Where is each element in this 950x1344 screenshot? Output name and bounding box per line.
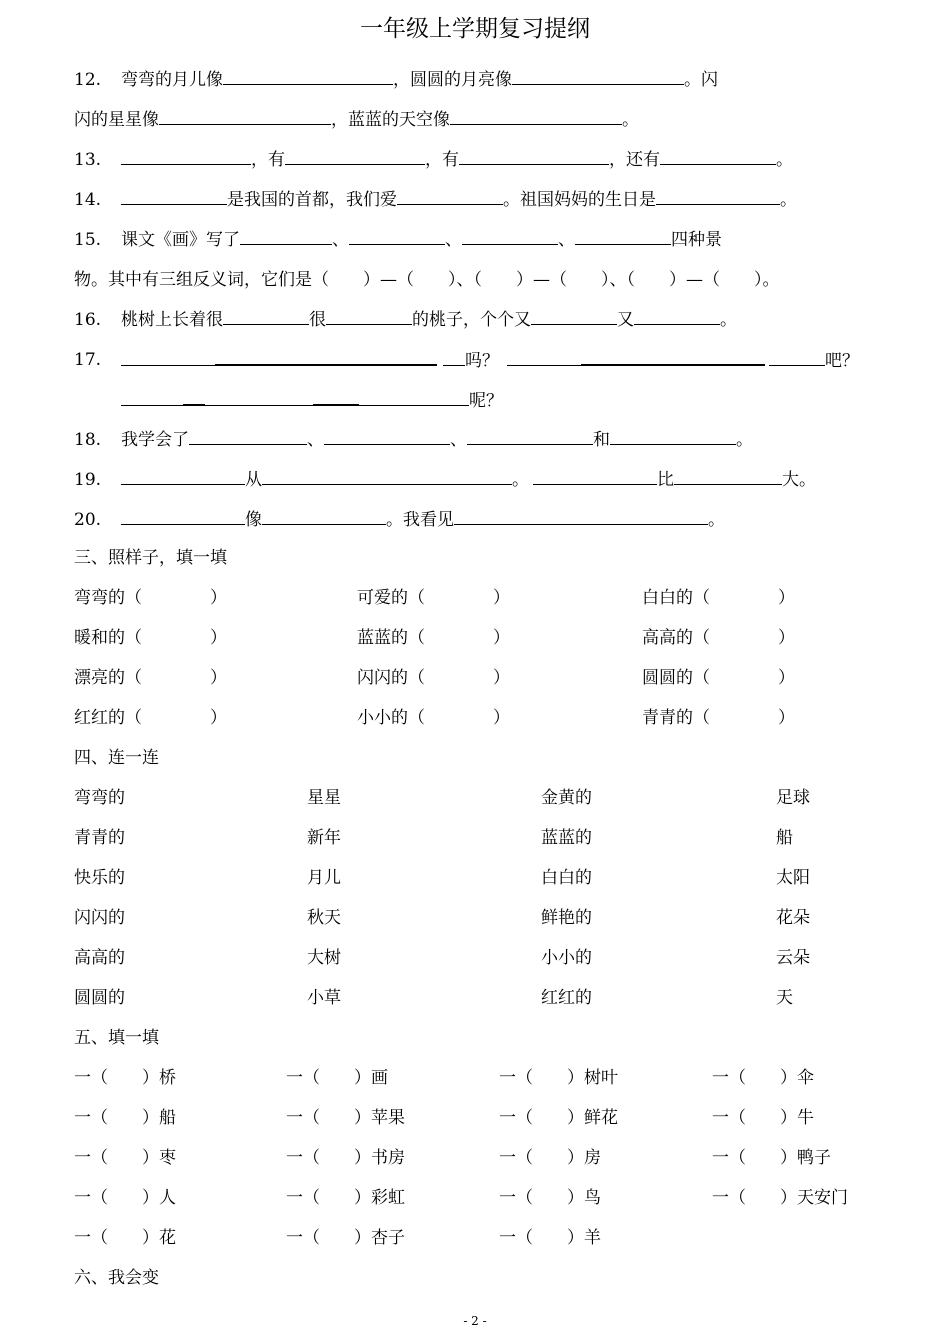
blank[interactable] [674, 470, 782, 485]
blank[interactable] [450, 110, 622, 125]
question-20-line: 像 。我看见 。 [121, 510, 725, 530]
section-6-heading: 六、我会变 [74, 1268, 159, 1288]
blank[interactable] [443, 351, 465, 366]
measure-word-item: 一（ ）船 [74, 1108, 176, 1128]
question-17-line2: 呢？ [121, 390, 503, 411]
match-word[interactable]: 快乐的 [74, 868, 125, 888]
measure-word-item: 一（ ）鸟 [499, 1188, 601, 1208]
page-title: 一年级上学期复习提纲 [360, 16, 590, 42]
question-15-number: 15. [74, 230, 102, 250]
match-word[interactable]: 月儿 [307, 868, 341, 888]
fill-item: 暖和的（ ） [74, 628, 227, 648]
blank[interactable] [121, 391, 183, 406]
measure-word-item: 一（ ）画 [286, 1068, 388, 1088]
match-word[interactable]: 金黄的 [541, 788, 592, 808]
match-word[interactable]: 红红的 [541, 988, 592, 1008]
match-word[interactable]: 大树 [307, 948, 341, 968]
blank[interactable] [121, 510, 245, 525]
fill-item: 红红的（ ） [74, 708, 227, 728]
blank[interactable] [575, 230, 671, 245]
blank[interactable] [159, 110, 331, 125]
blank[interactable] [634, 310, 720, 325]
blank[interactable] [349, 230, 445, 245]
blank[interactable] [121, 150, 251, 165]
match-word[interactable]: 星星 [307, 788, 341, 808]
blank[interactable] [262, 470, 512, 485]
blank[interactable] [223, 70, 393, 85]
question-16-line: 桃树上长着很 很 的桃子，个个又 又 。 [121, 310, 737, 330]
fill-item: 白白的（ ） [642, 588, 795, 608]
measure-word-item: 一（ ）鸭子 [712, 1148, 831, 1168]
match-word[interactable]: 足球 [776, 788, 810, 808]
match-word[interactable]: 弯弯的 [74, 788, 125, 808]
match-word[interactable]: 太阳 [776, 868, 810, 888]
blank[interactable] [533, 470, 657, 485]
blank[interactable] [262, 510, 386, 525]
match-word[interactable]: 秋天 [307, 908, 341, 928]
measure-word-item: 一（ ）杏子 [286, 1228, 405, 1248]
measure-word-item: 一（ ）花 [74, 1228, 176, 1248]
blank[interactable] [240, 230, 332, 245]
question-12-line1: 弯弯的月儿像 ，圆圆的月亮像 。闪 [121, 70, 718, 90]
match-word[interactable]: 鲜艳的 [541, 908, 592, 928]
fill-item: 高高的（ ） [642, 628, 795, 648]
match-word[interactable]: 云朵 [776, 948, 810, 968]
question-14-number: 14. [74, 190, 102, 210]
measure-word-item: 一（ ）树叶 [499, 1068, 618, 1088]
fill-item: 可爱的（ ） [357, 588, 510, 608]
question-19-line: 从 。 比 大。 [121, 470, 816, 490]
page-number: - 2 - [463, 1314, 487, 1328]
measure-word-item: 一（ ）书房 [286, 1148, 405, 1168]
question-13-number: 13. [74, 150, 102, 170]
measure-word-item: 一（ ）苹果 [286, 1108, 405, 1128]
measure-word-item: 一（ ）房 [499, 1148, 601, 1168]
match-word[interactable]: 新年 [307, 828, 341, 848]
section-4-heading: 四、连一连 [74, 748, 159, 768]
blank[interactable] [656, 190, 780, 205]
match-word[interactable]: 圆圆的 [74, 988, 125, 1008]
fill-item: 闪闪的（ ） [357, 668, 510, 688]
question-12-number: 12. [74, 70, 102, 90]
blank[interactable] [462, 230, 558, 245]
measure-word-item: 一（ ）鲜花 [499, 1108, 618, 1128]
blank[interactable] [121, 190, 227, 205]
blank[interactable] [205, 391, 313, 406]
match-word[interactable]: 花朵 [776, 908, 810, 928]
blank[interactable] [313, 390, 359, 406]
blank[interactable] [512, 70, 684, 85]
match-word[interactable]: 闪闪的 [74, 908, 125, 928]
match-word[interactable]: 小草 [307, 988, 341, 1008]
question-17-number: 17. [74, 350, 102, 370]
measure-word-item: 一（ ）天安门 [712, 1188, 848, 1208]
measure-word-item: 一（ ）人 [74, 1188, 176, 1208]
blank[interactable] [121, 351, 215, 366]
blank[interactable] [189, 430, 307, 445]
fill-item: 漂亮的（ ） [74, 668, 227, 688]
blank[interactable] [121, 470, 245, 485]
question-13-line: ，有 ，有 ，还有 。 [121, 150, 793, 170]
question-18-number: 18. [74, 430, 102, 450]
blank[interactable] [610, 430, 736, 445]
blank[interactable] [223, 310, 309, 325]
measure-word-item: 一（ ）伞 [712, 1068, 814, 1088]
blank[interactable] [326, 310, 412, 325]
blank[interactable] [285, 150, 425, 165]
blank[interactable] [215, 350, 437, 366]
match-word[interactable]: 白白的 [541, 868, 592, 888]
fill-item: 蓝蓝的（ ） [357, 628, 510, 648]
measure-word-item: 一（ ）枣 [74, 1148, 176, 1168]
blank[interactable] [454, 510, 708, 525]
measure-word-item: 一（ ）羊 [499, 1228, 601, 1248]
question-17-line1: 吗？ 吧？ [121, 350, 859, 371]
blank[interactable] [359, 391, 469, 406]
measure-word-item: 一（ ）彩虹 [286, 1188, 405, 1208]
match-word[interactable]: 船 [776, 828, 793, 848]
blank[interactable] [324, 430, 450, 445]
blank[interactable] [769, 351, 825, 366]
blank[interactable] [660, 150, 776, 165]
question-14-line: 是我国的首都，我们爱 。祖国妈妈的生日是 。 [121, 190, 797, 210]
question-18-line: 我学会了 、 、 和 。 [121, 430, 753, 450]
question-20-number: 20. [74, 510, 102, 530]
blank[interactable] [581, 350, 765, 366]
question-15-line2: 物。其中有三组反义词，它们是（ ）—（ ）、（ ）—（ ）、（ ）—（ ）。 [74, 270, 780, 290]
blank[interactable] [397, 190, 503, 205]
match-word[interactable]: 蓝蓝的 [541, 828, 592, 848]
question-16-number: 16. [74, 310, 102, 330]
fill-item: 小小的（ ） [357, 708, 510, 728]
blank[interactable] [183, 390, 205, 406]
question-19-number: 19. [74, 470, 102, 490]
section-3-heading: 三、照样子，填一填 [74, 548, 227, 568]
blank[interactable] [531, 310, 617, 325]
blank[interactable] [459, 150, 609, 165]
question-15-line1: 课文《画》写了 、 、 、 四种景 [121, 230, 722, 250]
blank[interactable] [467, 430, 593, 445]
fill-item: 青青的（ ） [642, 708, 795, 728]
section-5-heading: 五、填一填 [74, 1028, 159, 1048]
match-word[interactable]: 青青的 [74, 828, 125, 848]
question-12-line2: 闪的星星像 ，蓝蓝的天空像 。 [74, 110, 639, 130]
measure-word-item: 一（ ）牛 [712, 1108, 814, 1128]
match-word[interactable]: 高高的 [74, 948, 125, 968]
fill-item: 弯弯的（ ） [74, 588, 227, 608]
fill-item: 圆圆的（ ） [642, 668, 795, 688]
match-word[interactable]: 天 [776, 988, 793, 1008]
blank[interactable] [507, 351, 581, 366]
match-word[interactable]: 小小的 [541, 948, 592, 968]
measure-word-item: 一（ ）桥 [74, 1068, 176, 1088]
